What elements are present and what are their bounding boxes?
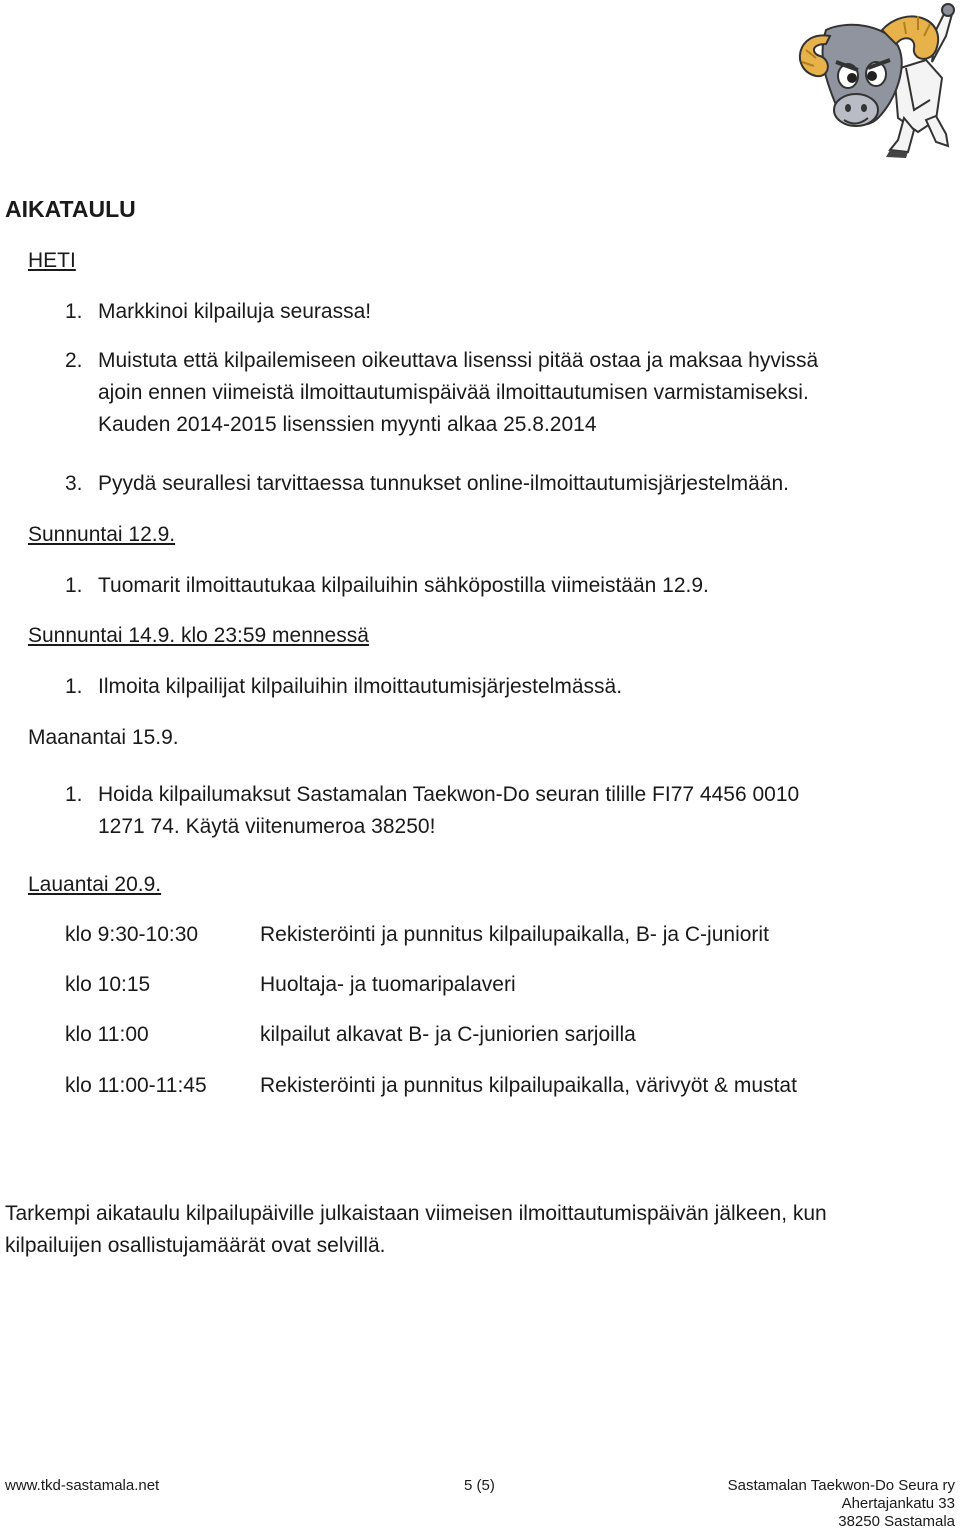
schedule-description: Rekisteröinti ja punnitus kilpailupaikalla, värivyöt & mustat (260, 1074, 797, 1097)
schedule-time: klo 9:30-10:30 (65, 923, 199, 946)
list-item-text: Pyydä seurallesi tarvittaessa tunnukset online-ilmoittautumisjärjestelmään. (98, 472, 789, 495)
list-item-text: ajoin ennen viimeistä ilmoittautumispäivää ilmoittautumisen varmistamiseksi. (98, 381, 809, 404)
list-number: 3. (65, 472, 83, 495)
list-item-text: Kauden 2014-2015 lisenssien myynti alkaa 25.8.2014 (98, 413, 597, 436)
footer-page-number: 5 (5) (464, 1477, 495, 1494)
footer-website: www.tkd-sastamala.net (5, 1477, 160, 1494)
schedule-description: Rekisteröinti ja punnitus kilpailupaikalla, B- ja C-juniorit (260, 923, 769, 946)
list-number: 1. (65, 783, 83, 806)
footer-org-address: Ahertajankatu 33 (841, 1495, 955, 1512)
section-label-saturday-20: Lauantai 20.9. (28, 873, 162, 896)
list-item-text: 1271 74. Käytä viitenumeroa 38250! (98, 815, 436, 838)
note-text: kilpailuijen osallistujamäärät ovat selvillä. (5, 1234, 386, 1257)
list-item-text: Markkinoi kilpailuja seurassa! (98, 300, 372, 323)
section-label-sunday-12: Sunnuntai 12.9. (28, 523, 176, 546)
ram-mascot-icon (786, 0, 956, 158)
list-number: 2. (65, 349, 83, 372)
footer-org-postal: 38250 Sastamala (838, 1513, 955, 1530)
footer-org-name: Sastamalan Taekwon-Do Seura ry (727, 1477, 955, 1494)
list-item-text: Muistuta että kilpailemiseen oikeuttava lisenssi pitää ostaa ja maksaa hyvissä (98, 349, 819, 372)
section-label-monday-15: Maanantai 15.9. (28, 726, 179, 749)
schedule-time: klo 10:15 (65, 973, 151, 996)
schedule-time: klo 11:00-11:45 (65, 1074, 207, 1097)
list-number: 1. (65, 300, 83, 323)
page-title: AIKATAULU (5, 196, 136, 222)
section-label-sunday-14: Sunnuntai 14.9. klo 23:59 mennessä (28, 624, 369, 647)
list-item-text: Hoida kilpailumaksut Sastamalan Taekwon-Do seuran tilille FI77 4456 0010 (98, 783, 800, 806)
section-label-heti: HETI (28, 249, 76, 272)
list-item-text: Ilmoita kilpailijat kilpailuihin ilmoittautumisjärjestelmässä. (98, 675, 623, 698)
list-item-text: Tuomarit ilmoittautukaa kilpailuihin sähköpostilla viimeistään 12.9. (98, 574, 709, 597)
list-number: 1. (65, 574, 83, 597)
note-text: Tarkempi aikataulu kilpailupäiville julkaistaan viimeisen ilmoittautumispäivän jälkeen, kun (5, 1202, 827, 1225)
schedule-description: kilpailut alkavat B- ja C-juniorien sarjoilla (260, 1023, 636, 1046)
schedule-time: klo 11:00 (65, 1023, 149, 1046)
schedule-description: Huoltaja- ja tuomaripalaveri (260, 973, 516, 996)
list-number: 1. (65, 675, 83, 698)
